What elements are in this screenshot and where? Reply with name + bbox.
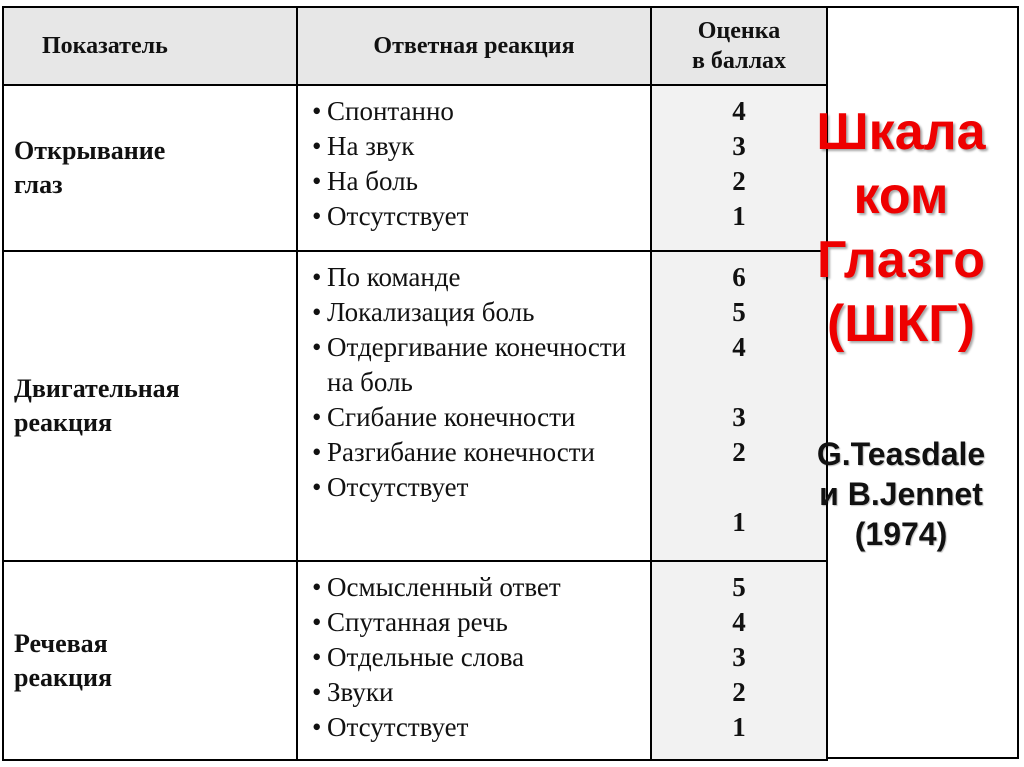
score-value: 1 [732, 507, 746, 537]
title-block [784, 100, 1018, 554]
title-line: Глазго [816, 231, 986, 289]
response-list [298, 260, 650, 505]
score-value: 6 [732, 262, 746, 292]
title-line: (ШКГ) [826, 295, 976, 353]
header-response: Ответная реакция [297, 7, 651, 85]
response-list [298, 94, 650, 234]
header-score-line2: в баллах [691, 48, 787, 74]
glasgow-coma-table [2, 6, 828, 761]
list-item: • На звук [312, 129, 650, 164]
score-value: 2 [732, 677, 746, 707]
header-score [651, 7, 827, 85]
indicator-line2: реакция [14, 408, 113, 437]
indicator-cell [3, 251, 297, 561]
table-row-eye-opening [3, 85, 827, 251]
list-item: • Сгибание конечности [312, 400, 650, 435]
list-item: • Отсутствует [312, 710, 650, 745]
list-item: • Отдергивание конечности на боль [312, 330, 650, 400]
score-value: 3 [732, 402, 746, 432]
response-list [298, 570, 650, 745]
list-item: • По команде [312, 260, 650, 295]
list-item: • Осмысленный ответ [312, 570, 650, 605]
authors-credit [784, 434, 1018, 554]
list-item: • Отсутствует [312, 199, 650, 234]
list-item: • Звуки [312, 675, 650, 710]
score-list [652, 570, 826, 745]
score-value: 4 [732, 332, 746, 362]
author-line: и B.Jennet [819, 476, 983, 512]
indicator-line2: глаз [14, 170, 63, 199]
score-value: 3 [732, 642, 746, 672]
response-cell [297, 561, 651, 760]
score-value: 2 [732, 166, 746, 196]
table-row-verbal-response [3, 561, 827, 760]
list-item: • Разгибание конечности [312, 435, 650, 470]
score-value: 1 [732, 712, 746, 742]
score-value: 5 [732, 297, 746, 327]
indicator-cell [3, 85, 297, 251]
score-value: 5 [732, 572, 746, 602]
scale-title [784, 100, 1018, 356]
list-item: • Локализация боль [312, 295, 650, 330]
response-cell [297, 251, 651, 561]
score-value: 1 [732, 201, 746, 231]
score-value: 3 [732, 131, 746, 161]
score-cell [651, 561, 827, 760]
title-line: ком [853, 167, 949, 225]
header-indicator: Показатель [3, 7, 297, 85]
list-item: • На боль [312, 164, 650, 199]
year-line: (1974) [854, 516, 948, 552]
header-score-line1: Оценка [697, 18, 781, 44]
list-item: • Отдельные слова [312, 640, 650, 675]
indicator-line1: Речевая [14, 628, 108, 658]
author-line: G.Teasdale [816, 436, 986, 472]
list-item: • Спутанная речь [312, 605, 650, 640]
score-value: 4 [732, 96, 746, 126]
indicator-line1: Открывание [14, 136, 166, 165]
indicator-line2: реакция [14, 662, 113, 692]
score-value: 4 [732, 607, 746, 637]
score-value: 2 [732, 437, 746, 467]
indicator-line1: Двигательная [14, 374, 180, 403]
list-item: • Отсутствует [312, 470, 650, 505]
indicator-cell [3, 561, 297, 760]
list-item: • Спонтанно [312, 94, 650, 129]
title-line: Шкала [816, 103, 986, 161]
header-row [3, 7, 827, 85]
response-cell [297, 85, 651, 251]
table-row-motor-response [3, 251, 827, 561]
